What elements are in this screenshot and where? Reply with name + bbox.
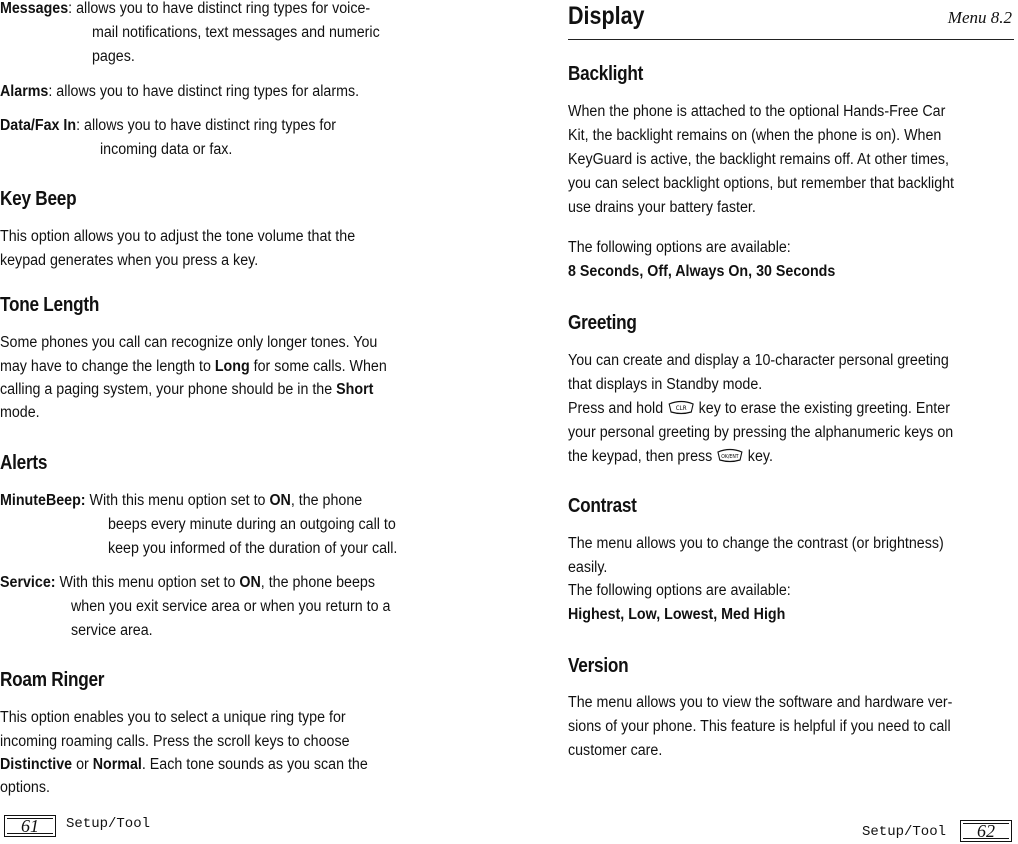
contrast-line-1: The menu allows you to change the contrast (or brightness) — [568, 535, 944, 552]
right-page-number: 62 — [960, 820, 1012, 842]
greeting-heading: Greeting — [568, 312, 637, 334]
key-beep-line-1: This option allows you to adjust the tone volume that the — [0, 228, 356, 245]
left-footer-section: Setup/Tool — [66, 816, 151, 832]
version-heading: Version — [568, 655, 629, 677]
contrast-options-intro: The following options are available: — [568, 582, 791, 599]
service-line-2: when you exit service area or when you return to a — [71, 598, 391, 615]
backlight-heading: Backlight — [568, 63, 644, 85]
menu-number: Menu 8.2 — [947, 8, 1012, 27]
tone-length-line-1: Some phones you call can recognize only longer tones. You — [0, 334, 378, 351]
backlight-line-3: KeyGuard is active, the backlight remains off. At other times, — [568, 151, 949, 168]
minutebeep-line-2: beeps every minute during an outgoing call to — [108, 516, 396, 533]
tone-length-line-3: calling a paging system, your phone should be in the Short — [0, 381, 374, 398]
ok-key-icon — [716, 448, 744, 463]
service-line-1: Service: With this menu option set to ON, the phone beeps — [0, 574, 375, 591]
contrast-line-2: easily. — [568, 559, 608, 576]
tone-length-line-4: mode. — [0, 404, 40, 421]
datafax-line-1: Data/Fax In: allows you to have distinct ring types for — [0, 117, 337, 134]
roam-ringer-line-4: options. — [0, 779, 50, 796]
version-line-2: sions of your phone. This feature is helpful if you need to call — [568, 718, 951, 735]
messages-line-1: Messages: allows you to have distinct ring types for voice- — [0, 0, 371, 17]
roam-ringer-line-1: This option enables you to select a unique ring type for — [0, 709, 346, 726]
clr-key-icon — [667, 400, 695, 415]
minutebeep-line-1: MinuteBeep: With this menu option set to ON, the phone — [0, 492, 363, 509]
backlight-line-5: use drains your battery faster. — [568, 199, 756, 216]
roam-ringer-line-2: incoming roaming calls. Press the scroll keys to choose — [0, 733, 350, 750]
alerts-heading: Alerts — [0, 452, 48, 474]
alarms-line: Alarms: allows you to have distinct ring types for alarms. — [0, 83, 360, 100]
contrast-options: Highest, Low, Lowest, Med High — [568, 606, 786, 623]
messages-line-2: mail notifications, text messages and numeric — [92, 24, 380, 41]
greeting-line-4: your personal greeting by pressing the alphanumeric keys on — [568, 424, 954, 441]
title-divider — [568, 39, 1014, 40]
key-beep-heading: Key Beep — [0, 188, 77, 210]
backlight-options-intro: The following options are available: — [568, 239, 791, 256]
tone-length-heading: Tone Length — [0, 294, 100, 316]
right-footer-section: Setup/Tool — [862, 824, 947, 840]
greeting-line-5: the keypad, then press OK/ENT key. — [568, 448, 773, 465]
backlight-line-2: Kit, the backlight remains on (when the phone is on). When — [568, 127, 942, 144]
roam-ringer-heading: Roam Ringer — [0, 669, 105, 691]
contrast-heading: Contrast — [568, 495, 637, 517]
service-line-3: service area. — [71, 622, 153, 639]
minutebeep-line-3: keep you informed of the duration of your call. — [108, 540, 398, 557]
messages-line-3: pages. — [92, 48, 135, 65]
roam-ringer-line-3: Distinctive or Normal. Each tone sounds as you scan the — [0, 756, 368, 773]
key-beep-line-2: keypad generates when you press a key. — [0, 252, 259, 269]
tone-length-line-2: may have to change the length to Long for some calls. When — [0, 358, 387, 375]
version-line-1: The menu allows you to view the software and hardware ver- — [568, 694, 953, 711]
greeting-line-3: Press and hold CLR key to erase the existing greeting. Enter — [568, 400, 950, 417]
version-line-3: customer care. — [568, 742, 663, 759]
clr-key-label: CLR — [675, 405, 687, 413]
backlight-line-1: When the phone is attached to the optional Hands-Free Car — [568, 103, 946, 120]
greeting-line-2: that displays in Standby mode. — [568, 376, 763, 393]
page-title: Display — [568, 2, 645, 30]
datafax-line-2: incoming data or fax. — [100, 141, 233, 158]
left-page-number: 61 — [4, 815, 56, 837]
greeting-line-1: You can create and display a 10-character personal greeting — [568, 352, 949, 369]
backlight-line-4: you can select backlight options, but remember that backlight — [568, 175, 955, 192]
ok-key-label: OK/ENT — [721, 454, 739, 461]
backlight-options: 8 Seconds, Off, Always On, 30 Seconds — [568, 263, 836, 280]
